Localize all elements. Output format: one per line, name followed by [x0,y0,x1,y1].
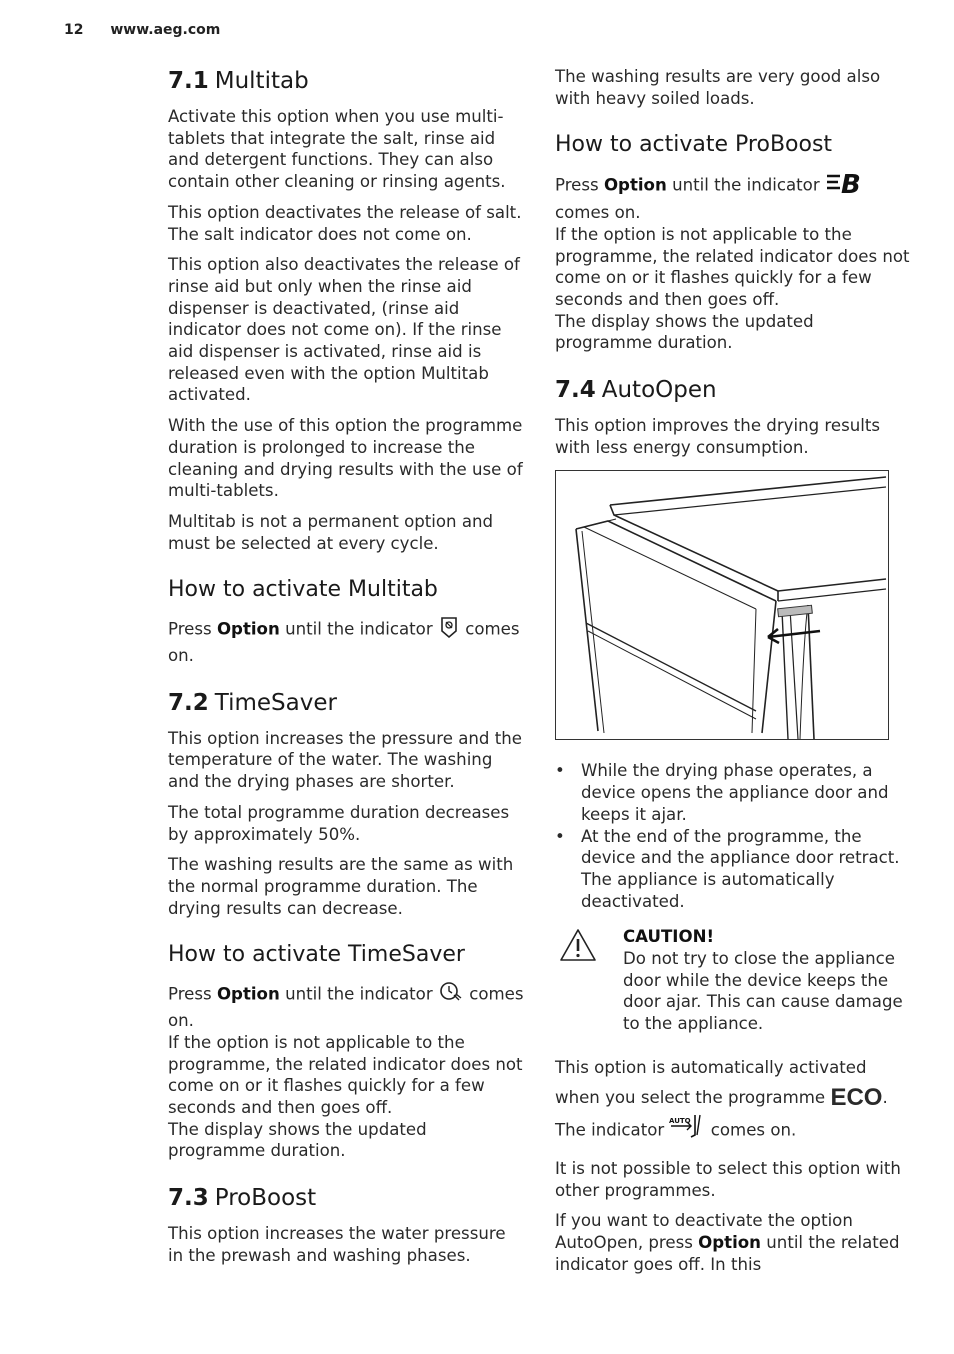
timesaver-paragraph: The total programme duration decreases by approximately 50%. [168,802,510,844]
auto-label: AUTO [669,1116,692,1125]
eco-programme-symbol: ECO [830,1083,883,1111]
autoopen-bullet-list [555,760,911,912]
autoopen-paragraph: It is not possible to select this option with other programmes. [555,1158,901,1200]
autoopen-door-illustration [555,470,889,740]
right-column [555,66,911,1284]
proboost-paragraph: The washing results are very good also with heavy soiled loads. [555,67,881,108]
how-proboost-paragraph: If the option is not applicable to the programme, the related indicator does not come on or it flashes quickly for a few seconds and then goes off. [555,224,910,309]
how-proboost-paragraph: Press Option until the indicator B comes on. [555,170,911,223]
how-timesaver-paragraph: Press Option until the indicator comes on. [168,980,524,1031]
left-column [168,66,524,1275]
warning-triangle-icon [559,928,597,966]
section-title-multitab: 7.1 Multitab [168,68,309,94]
autoopen-paragraph: This option improves the drying results with less energy consumption. [555,416,881,457]
timesaver-indicator-icon [438,980,464,1010]
autoopen-paragraph: This option is automatically activated when you select the programme ECO. The indicator AUTO comes on. [555,1053,911,1149]
svg-text:B: B [840,170,861,197]
subsection-title-how-timesaver: How to activate TimeSaver [168,942,465,968]
page-header [64,22,220,38]
how-proboost-paragraph: The display shows the updated programme duration. [555,311,814,353]
multitab-paragraph: With the use of this option the programme duration is prolonged to increase the cleaning and drying results with the use of multi-tablets. [168,416,523,501]
multitab-paragraph: This option also deactivates the release of rinse aid but only when the rinse aid dispenser is deactivated, (rinse aid indicator does not come on). If the rinse aid dispenser is activated, rinse aid is released even with the option Multitab activated. [168,255,520,405]
list-item: • While the drying phase operates, a device opens the appliance door and keeps it ajar. [555,760,911,825]
autoopen-paragraph: If you want to deactivate the option AutoOpen, press Option until the related indicator goes off. In this [555,1211,900,1274]
how-timesaver-paragraph: The display shows the updated programme duration. [168,1119,427,1161]
proboost-indicator-icon [825,170,869,202]
subsection-title-how-proboost: How to activate ProBoost [555,132,833,158]
proboost-paragraph: This option increases the water pressure in the prewash and washing phases. [168,1224,506,1265]
how-timesaver-paragraph: If the option is not applicable to the programme, the related indicator does not come on or it flashes quickly for a few seconds and then goes off. [168,1032,523,1117]
caution-box [555,926,911,1035]
page-number: 12 [64,22,84,38]
section-title-proboost: 7.3 ProBoost [168,1185,317,1212]
section-title-timesaver: 7.2 TimeSaver [168,689,337,716]
subsection-title-how-multitab: How to activate Multitab [168,577,438,603]
section-title-autoopen: 7.4 AutoOpen [555,377,717,404]
multitab-paragraph: Multitab is not a permanent option and must be selected at every cycle. [168,511,494,553]
how-multitab-paragraph: Press Option until the indicator comes on. [168,615,524,666]
timesaver-paragraph: This option increases the pressure and the temperature of the water. The washing and the drying phases are shorter. [168,728,522,792]
multitab-paragraph: This option deactivates the release of salt. The salt indicator does not come on. [168,202,522,244]
multitab-indicator-icon [438,615,460,645]
timesaver-paragraph: The washing results are the same as with the normal programme duration. The drying results can decrease. [168,855,514,918]
caution-text: Do not try to close the appliance door while the device keeps the door ajar. This can cause damage to the appliance. [623,949,903,1034]
list-item: • At the end of the programme, the device and the appliance door retract. The appliance is automatically deactivated. [555,826,911,913]
autoopen-indicator-icon [669,1113,705,1149]
site-url: www.aeg.com [110,22,221,38]
multitab-paragraph: Activate this option when you use multi-tablets that integrate the salt, rinse aid and detergent functions. They can also contain other cleaning or rinsing agents. [168,107,506,192]
caution-title: CAUTION! [623,927,715,947]
